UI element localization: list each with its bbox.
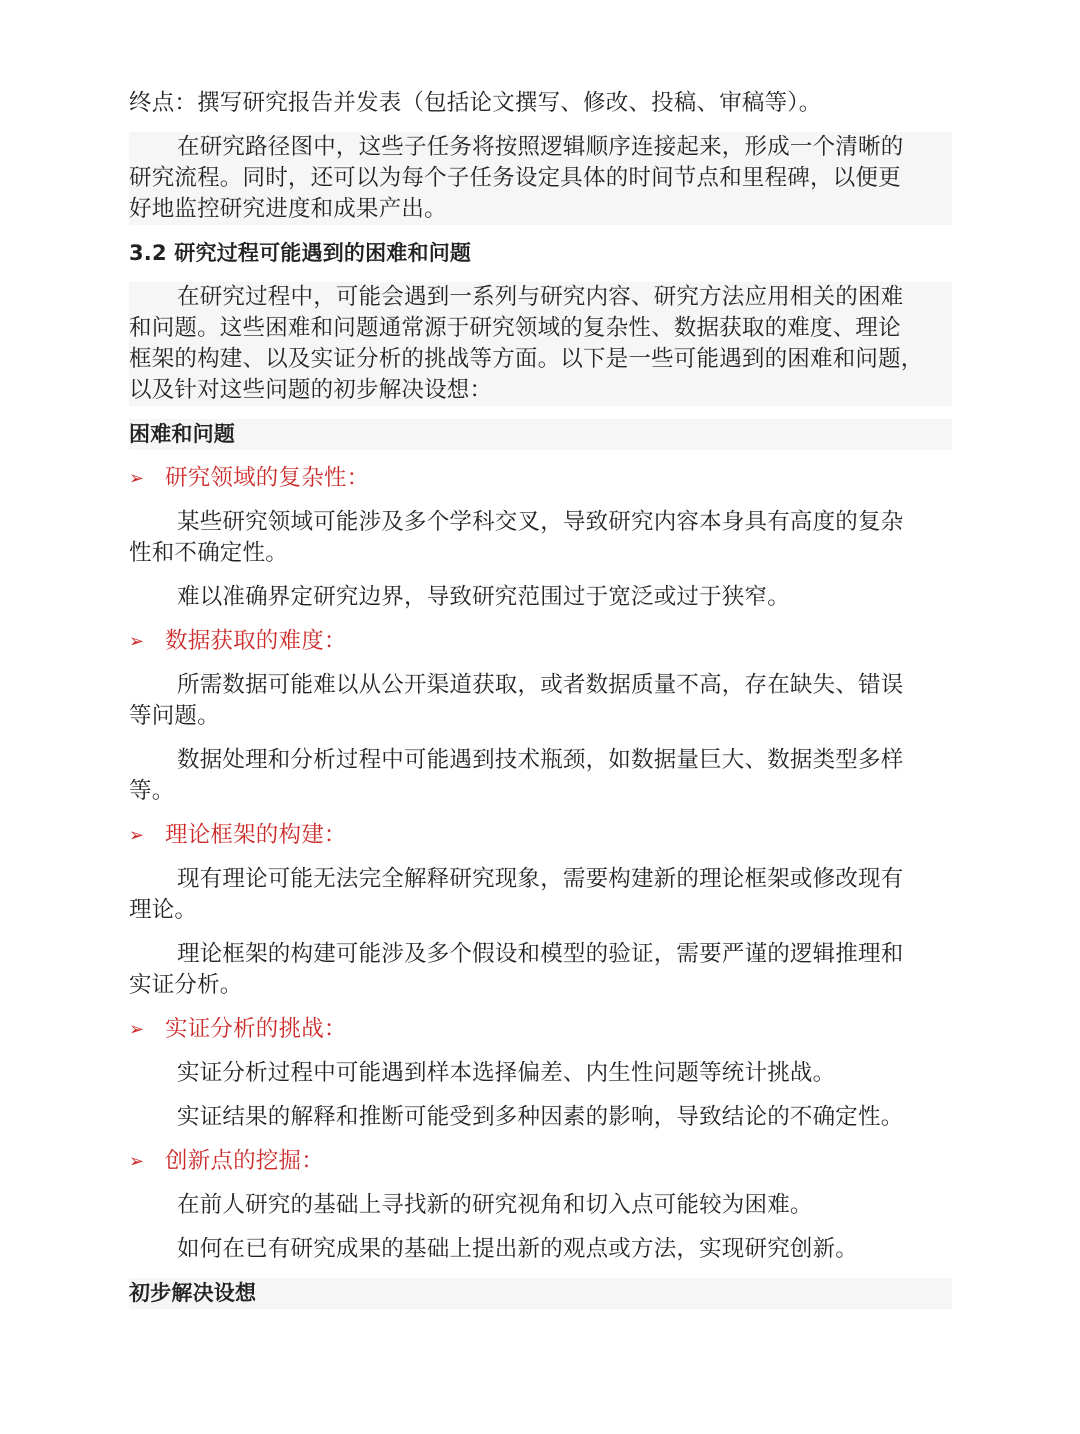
bullet-item (129, 820, 952, 851)
bullet-paragraph: 数据处理和分析过程中可能遇到技术瓶颈，如数据量巨大、数据类型多样 等。 (129, 747, 904, 804)
problems-heading: 困难和问题 (129, 419, 952, 450)
bullet-paragraph: 难以准确界定研究边界，导致研究范围过于宽泛或过于狭窄。 (177, 584, 790, 610)
bullet-paragraph: 如何在已有研究成果的基础上提出新的观点或方法，实现研究创新。 (177, 1236, 859, 1262)
end-point-line: 终点：撰写研究报告并发表（包括论文撰写、修改、投稿、审稿等）。 (129, 90, 822, 116)
arrow-bullet-icon: ➢ (129, 468, 145, 489)
arrow-bullet-icon: ➢ (129, 825, 145, 846)
bullet-title: 实证分析的挑战： (165, 1016, 347, 1042)
bullet-item (129, 626, 952, 657)
bullet-item (129, 463, 952, 494)
bullet-item (129, 1014, 952, 1045)
bullet-paragraph: 实证结果的解释和推断可能受到多种因素的影响，导致结论的不确定性。 (177, 1104, 904, 1130)
bullet-title: 研究领域的复杂性： (165, 465, 370, 491)
route-paragraph: 在研究路径图中，这些子任务将按照逻辑顺序连接起来，形成一个清晰的 研究流程。同时，还可以为每个子任务设定具体的时间节点和里程碑，以便更 好地监控研究进度和成果产出。 (129, 132, 952, 225)
solutions-heading: 初步解决设想 (129, 1278, 952, 1309)
bullet-paragraph: 所需数据可能难以从公开渠道获取，或者数据质量不高，存在缺失、错误 等问题。 (129, 672, 904, 729)
arrow-bullet-icon: ➢ (129, 631, 145, 652)
intro-paragraph: 在研究过程中，可能会遇到一系列与研究内容、研究方法应用相关的困难 和问题。这些困难和问题通常源于研究领域的复杂性、数据获取的难度、理论 框架的构建、以及实证分析的挑战等方面。以下是一些可能遇到的困难和问题， 以及针对这些问题的初步解决设想： (129, 282, 952, 406)
bullet-item (129, 1146, 952, 1177)
bullet-paragraph: 实证分析过程中可能遇到样本选择偏差、内生性问题等统计挑战。 (177, 1060, 836, 1086)
bullet-title: 数据获取的难度： (165, 628, 347, 654)
bullet-title: 创新点的挖掘： (165, 1148, 324, 1174)
bullet-paragraph: 某些研究领域可能涉及多个学科交叉，导致研究内容本身具有高度的复杂 性和不确定性。 (129, 509, 904, 566)
bullet-paragraph: 理论框架的构建可能涉及多个假设和模型的验证，需要严谨的逻辑推理和 实证分析。 (129, 941, 904, 998)
arrow-bullet-icon: ➢ (129, 1019, 145, 1040)
section-title: 3.2 研究过程可能遇到的困难和问题 (129, 241, 472, 265)
bullet-paragraph: 现有理论可能无法完全解释研究现象，需要构建新的理论框架或修改现有 理论。 (129, 866, 904, 923)
bullet-paragraph: 在前人研究的基础上寻找新的研究视角和切入点可能较为困难。 (177, 1192, 813, 1218)
arrow-bullet-icon: ➢ (129, 1151, 145, 1172)
bullet-title: 理论框架的构建： (165, 822, 347, 848)
